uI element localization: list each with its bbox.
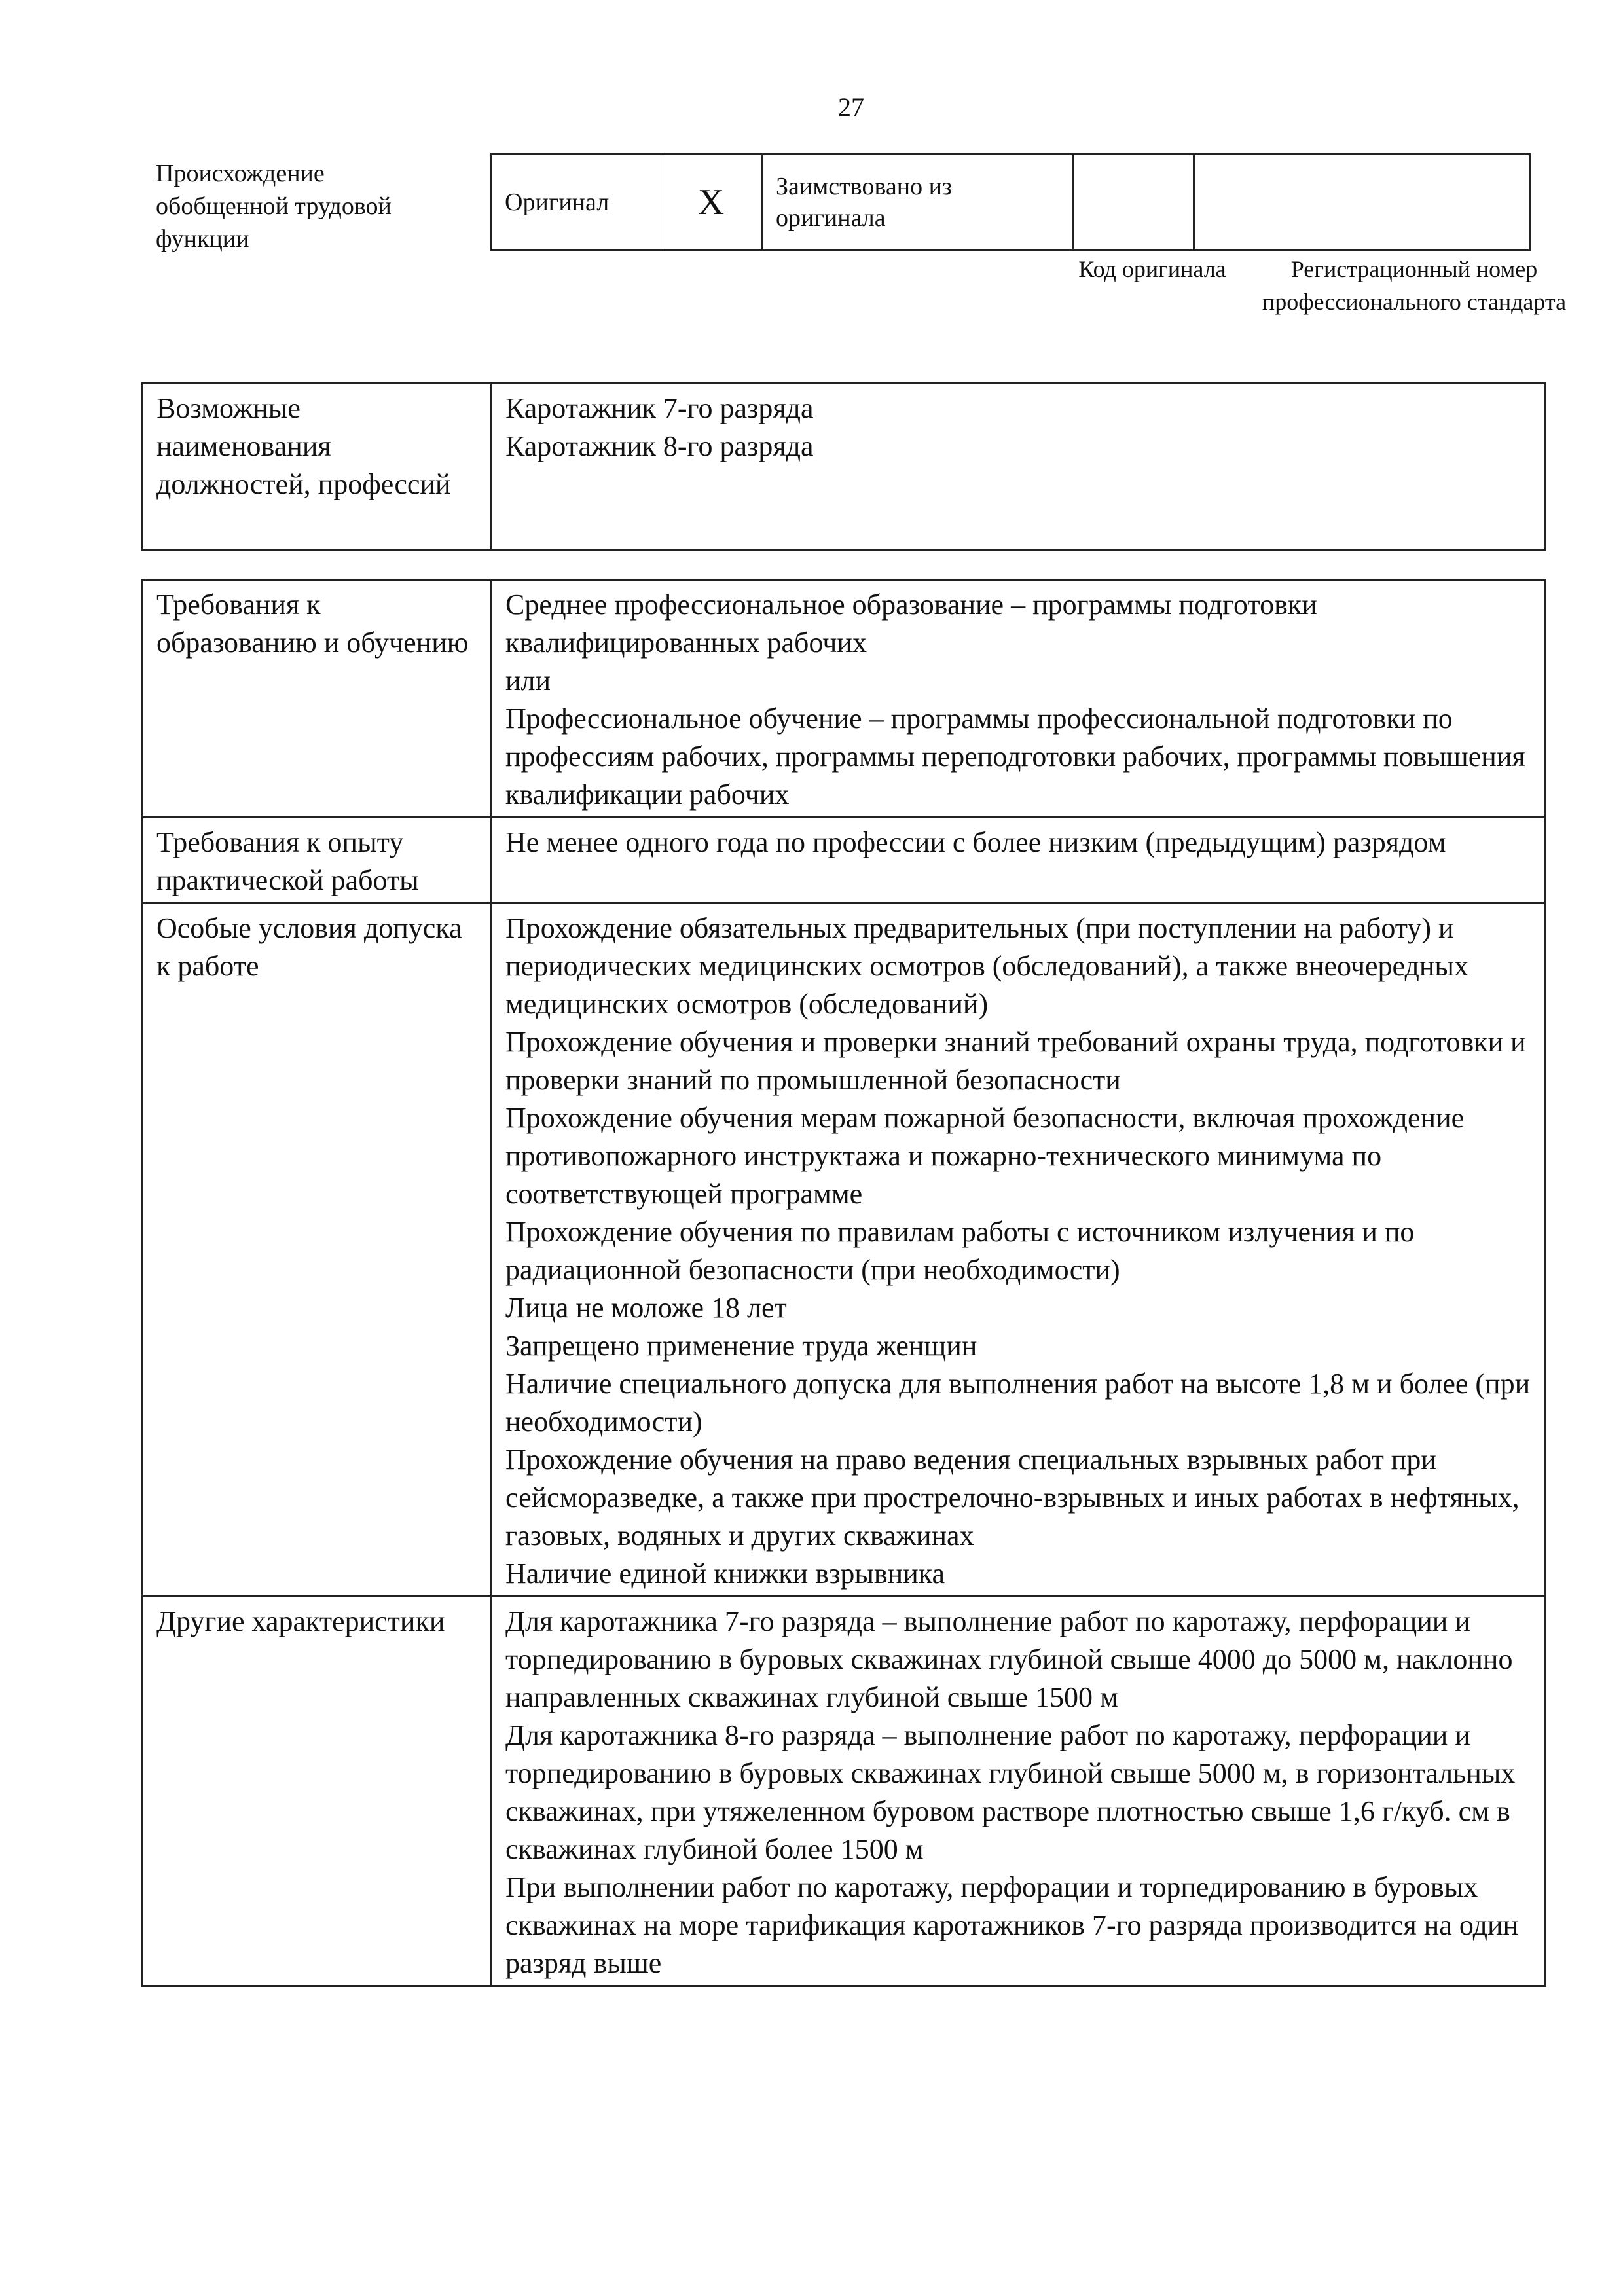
special-condition-line: Наличие специального допуска для выполнения работ на высоте 1,8 м и более (при необходимости) xyxy=(505,1368,1531,1438)
education-label: Требования к образованию и обучению xyxy=(143,580,492,818)
registration-caption: Регистрационный номер профессионального стандарта xyxy=(1262,256,1567,315)
special-condition-line: Прохождение обучения мерам пожарной безопасности, включая прохождение противопожарного инструктажа и пожарно-технического минимума по соответствующей программе xyxy=(505,1102,1465,1210)
special-condition-line: Прохождение обучения по правилам работы с источником излучения и по радиационной безопасности (при необходимости) xyxy=(505,1216,1415,1286)
special-condition-line: Наличие единой книжки взрывника xyxy=(505,1558,945,1590)
code-caption: Код оригинала xyxy=(1078,256,1226,282)
experience-value xyxy=(492,818,1546,903)
positions-row xyxy=(143,384,1546,551)
original-mark: X xyxy=(661,155,762,251)
table-row xyxy=(143,903,1546,1597)
other-characteristic-line: Для каротажника 7-го разряда – выполнение работ по каротажу, перфорации и торпедированию в буровых скважинах глубиной свыше 4000 до 5000 м, наклонно направленных скважинах глубиной свыше 1500 м xyxy=(505,1605,1513,1713)
other-characteristic-line: Для каротажника 8-го разряда – выполнение работ по каротажу, перфорации и торпедированию в буровых скважинах глубиной свыше 5000 м, в горизонтальных скважинах, при утяжеленном буровом растворе плотностью свыше 1,6 г/куб. см в скважинах глубиной более 1500 м xyxy=(505,1719,1516,1865)
positions-table xyxy=(141,382,1546,551)
positions-label: Возможные наименования должностей, профессий xyxy=(143,384,492,551)
special-condition-line: Прохождение обучения и проверки знаний требований охраны труда, подготовки и проверки знаний по промышленной безопасности xyxy=(505,1026,1526,1096)
experience-label: Требования к опыту практической работы xyxy=(143,818,492,903)
origin-table xyxy=(490,153,1531,251)
education-value xyxy=(492,580,1546,818)
experience-line: Не менее одного года по профессии с более низким (предыдущим) разрядом xyxy=(505,826,1446,858)
page-number: 27 xyxy=(838,92,864,122)
special-condition-line: Прохождение обучения на право ведения специальных взрывных работ при сейсморазведке, а также при прострелочно-взрывных и иных работах в нефтяных, газовых, водяных и других скважинах xyxy=(505,1444,1520,1552)
positions-value xyxy=(492,384,1546,551)
special-conditions-label: Особые условия допуска к работе xyxy=(143,903,492,1597)
position-item: Каротажник 8-го разряда xyxy=(505,430,814,462)
original-code-cell xyxy=(1073,155,1194,251)
borrowed-label: Заимствовано из оригинала xyxy=(762,155,1073,251)
education-line: Среднее профессиональное образование – программы подготовки квалифицированных рабочих xyxy=(505,589,1317,659)
registration-number-cell xyxy=(1194,155,1530,251)
other-characteristics-value xyxy=(492,1597,1546,1986)
special-condition-line: Лица не моложе 18 лет xyxy=(505,1292,787,1324)
table-row xyxy=(143,1597,1546,1986)
other-characteristic-line: При выполнении работ по каротажу, перфорации и торпедированию в буровых скважинах на море тарификация каротажников 7-го разряда производится на один разряд выше xyxy=(505,1871,1519,1979)
table-row xyxy=(143,580,1546,818)
special-condition-line: Прохождение обязательных предварительных (при поступлении на работу) и периодических медицинских осмотров (обследований), а также внеочередных медицинских осмотров (обследований) xyxy=(505,912,1468,1020)
education-line: Профессиональное обучение – программы профессиональной подготовки по профессиям рабочих, программы переподготовки рабочих, программы повышения квалификации рабочих xyxy=(505,702,1525,811)
original-label: Оригинал xyxy=(491,155,661,251)
origin-label: Происхождение обобщенной трудовой функции xyxy=(156,160,392,253)
education-line: или xyxy=(505,665,551,697)
requirements-table xyxy=(141,579,1546,1987)
table-row xyxy=(143,818,1546,903)
special-conditions-value xyxy=(492,903,1546,1597)
position-item: Каротажник 7-го разряда xyxy=(505,392,814,424)
special-condition-line: Запрещено применение труда женщин xyxy=(505,1330,977,1362)
other-characteristics-label: Другие характеристики xyxy=(143,1597,492,1986)
